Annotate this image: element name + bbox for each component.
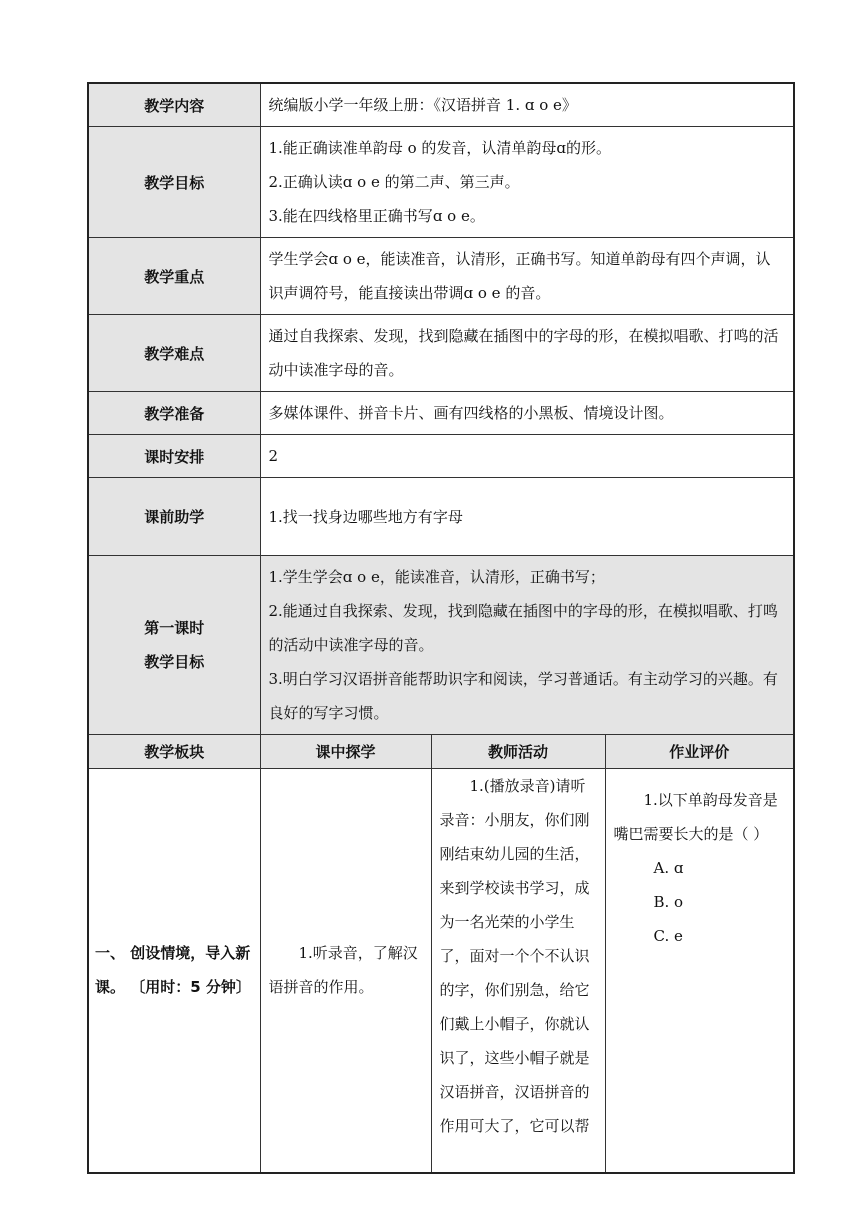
homework-option-c: C. e: [653, 927, 683, 945]
row-key-points: [88, 238, 794, 315]
row-periods: [88, 435, 794, 478]
value-periods: 2: [260, 435, 794, 478]
header-stage: 教学板块: [88, 735, 260, 769]
value-first-goals: [260, 556, 794, 735]
lesson-plan-table: [87, 82, 795, 1174]
homework-option-a: A. ɑ: [653, 859, 684, 877]
explore-cell: [260, 769, 431, 1173]
row-goals: [88, 127, 794, 238]
homework-cell: [605, 769, 794, 1173]
value-goals: [260, 127, 794, 238]
label-pre-study: 课前助学: [88, 478, 260, 556]
header-homework: 作业评价: [605, 735, 794, 769]
teacher-text: 1.(播放录音)请听录音：小朋友，你们刚刚结束幼儿园的生活，来到学校读书学习，成为一名光荣的小学生了，面对一个个不认识的字，你们别急，给它们戴上小帽子，你就认识了，这些小帽子就是汉语拼音，汉语拼音的作用可大了，它可以帮: [439, 777, 590, 1135]
row-column-headers: [88, 735, 794, 769]
first-goal-item: 3.明白学习汉语拼音能帮助识字和阅读，学习普通话。有主动学习的兴趣。有良好的写字习惯。: [268, 670, 778, 722]
row-content: [88, 83, 794, 127]
stage-cell: 一、 创设情境，导入新课。 〔用时：5 分钟〕: [88, 769, 260, 1173]
row-preparation: [88, 392, 794, 435]
value-key-points: 学生学会ɑ o e，能读准音，认清形，正确书写。知道单韵母有四个声调，认识声调符号，能直接读出带调ɑ o e 的音。: [260, 238, 794, 315]
label-preparation: 教学准备: [88, 392, 260, 435]
goal-item: 2.正确认读ɑ o e 的第二声、第三声。: [268, 173, 520, 191]
header-teacher: 教师活动: [431, 735, 605, 769]
label-first-goals-line1: 第一课时: [144, 619, 205, 637]
row-difficulties: [88, 315, 794, 392]
homework-option-b: B. o: [653, 893, 684, 911]
value-difficulties: 通过自我探索、发现，找到隐藏在插图中的字母的形，在模拟唱歌、打鸣的活动中读准字母的音。: [260, 315, 794, 392]
row-first-goals: [88, 556, 794, 735]
label-key-points: 教学重点: [88, 238, 260, 315]
label-first-goals: [88, 556, 260, 735]
label-goals: 教学目标: [88, 127, 260, 238]
label-periods: 课时安排: [88, 435, 260, 478]
explore-text: 1.听录音，了解汉语拼音的作用。: [268, 944, 418, 997]
row-stage-1: [88, 769, 794, 1173]
row-pre-study: [88, 478, 794, 556]
goal-item: 3.能在四线格里正确书写ɑ o e。: [268, 207, 485, 225]
value-content: 统编版小学一年级上册：《汉语拼音 1. ɑ o e》: [260, 83, 794, 127]
label-first-goals-line2: 教学目标: [144, 653, 205, 671]
first-goal-item: 1.学生学会ɑ o e，能读准音，认清形，正确书写；: [268, 568, 605, 586]
value-preparation: 多媒体课件、拼音卡片、画有四线格的小黑板、情境设计图。: [260, 392, 794, 435]
label-difficulties: 教学难点: [88, 315, 260, 392]
header-explore: 课中探学: [260, 735, 431, 769]
goal-item: 1.能正确读准单韵母 o 的发音，认清单韵母ɑ的形。: [268, 139, 611, 157]
teacher-cell: [431, 769, 605, 1173]
homework-question: 1.以下单韵母发音是嘴巴需要长大的是（ ）: [613, 791, 778, 843]
value-pre-study: 1.找一找身边哪些地方有字母: [260, 478, 794, 556]
label-content: 教学内容: [88, 83, 260, 127]
first-goal-item: 2.能通过自我探索、发现，找到隐藏在插图中的字母的形，在模拟唱歌、打鸣的活动中读准字母的音。: [268, 602, 778, 654]
